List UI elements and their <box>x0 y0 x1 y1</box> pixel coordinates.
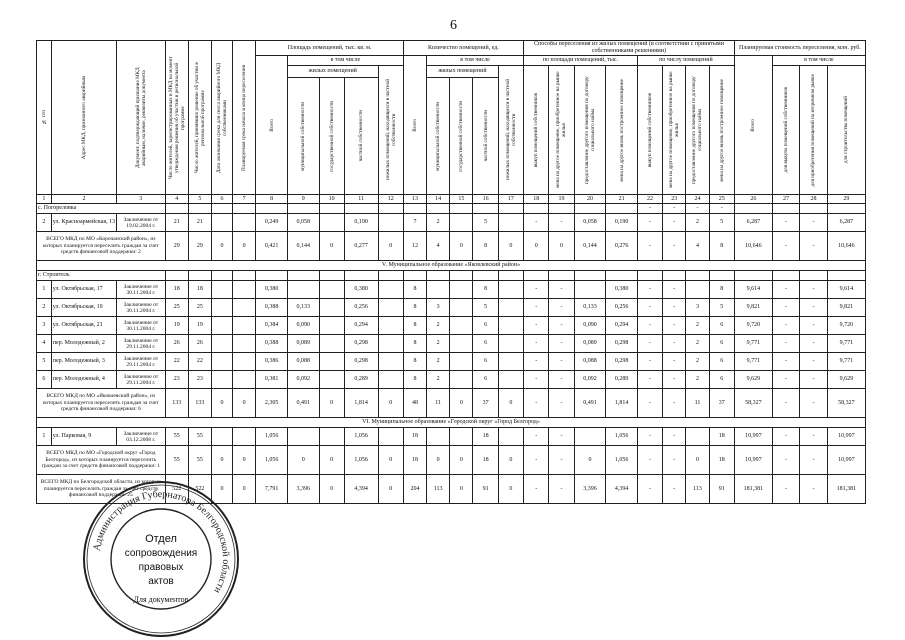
hdr-date-end: Дата окончания срока для сноса аварийного МКД собственниками <box>212 41 233 195</box>
table-row: 3 ул. Октябрьская, 21 Заключение от 30.11.2004 г. 19 19 0,384 0,090 0,294 8 2 6 - - 0,090 0,294 - - 2 6 9,720 - - 9,720 <box>37 317 866 335</box>
column-numbers-row: 1 2 3 4 5 6 7 8 9 10 11 12 13 14 15 16 17 18 19 20 21 22 23 24 25 26 27 28 29 <box>37 195 866 204</box>
table-row: 4 пер. Молодежный, 2 Заключение от 29.11.2004 г. 26 26 0,388 0,089 0,298 8 2 6 - - 0,089 0,298 - - 2 6 9,771 - - 9,771 <box>37 335 866 353</box>
stamp-ring-text: Администрация Губернатора Белгородской области <box>91 488 232 595</box>
hdr-address: Адрес МКД, признанного аварийным <box>51 41 116 195</box>
stamp-line-3: правовых <box>138 562 184 573</box>
total-row: ВСЕГО МКД по МО «Городской округ «Город Белгород», из которых планируется переселить граждан за счет средств финансовой поддержки: 1 55 55 0 0 1,056 0 0 1,056 0 18 0 0 18 0 - - 0 1,056 - - 0 18 10,997 - - 10,997 <box>37 446 866 475</box>
hdr-no: № п/п <box>37 41 52 195</box>
official-stamp <box>80 478 242 640</box>
total-row: ВСЕГО МКД по МО «Корочанский район», из которых планируется переселить граждан за счет средств финансовой поддержки: 2 29 29 0 0 0,421 0,144 0 0,277 0 12 4 0 8 0 0 0 0,144 0,276 - - 4 8 10,646 - - 10,646 <box>37 232 866 261</box>
section-row: V. Муниципальное образование «Яковлевский район» <box>37 261 866 271</box>
resettlement-table <box>36 40 866 504</box>
table-row: 1 ул. Октябрьская, 17 Заключение от 30.11.2004 г. 18 18 0,380 0,380 8 8 - - 0,380 - - 8 9,614 - - 9,614 <box>37 281 866 299</box>
hdr-area-group: Площадь помещений, тыс. кв. м. <box>256 41 404 56</box>
city-row-pogorelovka: с. Погореловка - - - - <box>37 204 866 214</box>
stamp-line-1: Отдел <box>145 533 177 545</box>
table-row: 6 пер. Молодежный, 4 Заключение от 29.11.2004 г. 23 23 0,381 0,092 0,289 8 2 6 - - 0,092 0,289 - - 2 6 9,629 - - 9,629 <box>37 371 866 389</box>
header-row-1 <box>37 41 866 56</box>
total-row: ВСЕГО МКД по Белгородской области, из которых планируется переселить граждан за счет средств финансовой поддержки: 25 522 522 0 0 7,791 3,396 0 4,394 0 204 113 0 91 0 - - 3,396 4,394 - - 113 91 181,381 - - 181,381 <box>37 475 866 504</box>
table-row: 2 ул. Октябрьская, 19 Заключение от 30.11.2004 г. 25 25 0,388 0,133 0,256 8 3 5 - - 0,133 0,256 - - 3 5 9,821 - - 9,821 <box>37 299 866 317</box>
stamp-line-4: актов <box>148 576 174 587</box>
hdr-cost-group: Планируемая стоимость переселения, млн. руб. <box>734 41 865 56</box>
header-row-2: Всего в том числе Всего в том числе по площади помещений, тыс. по числу помещений Всего в том числе <box>37 56 866 66</box>
stamp-line-2: сопровождения <box>124 548 198 559</box>
hdr-methods-group: Способы переселения из жилых помещений (в соответствии с принятыми собственниками решениями) <box>524 41 735 56</box>
page-number: 6 <box>450 18 457 33</box>
total-row: ВСЕГО МКД по МО «Яковлевский район», из которых планируется переселить граждан за счет средств финансовой поддержки: 6 133 133 0 0 2,305 0,491 0 1,814 0 48 11 0 37 0 - - 0,491 1,814 - - 11 37 58,327 - - 58,327 <box>37 389 866 418</box>
city-row: г. Строитель <box>37 271 866 281</box>
hdr-residents-program: Число жителей, принявших решение об участии в региональной программе <box>188 41 211 195</box>
hdr-cost-total: Всего <box>734 56 772 195</box>
section-row: VI. Муниципальное образование «Городской округ «Город Белгород» <box>37 418 866 428</box>
hdr-residents-total: Число жителей, зарегистрированных в МКД на момент утверждения решения об участии в региональной программе <box>165 41 188 195</box>
hdr-plan-date: Планируемая срока начала и конца переселения <box>233 41 256 195</box>
table-row: 5 пер. Молодежный, 3 Заключение от 29.11.2004 г. 22 22 0,386 0,088 0,298 8 2 6 - - 0,088 0,298 - - 2 6 9,771 - - 9,771 <box>37 353 866 371</box>
hdr-count-total: Всего <box>403 56 426 195</box>
hdr-document: Документ, подтверждающий признание МКД аварийным, наличие, реквизиты документа <box>117 41 166 195</box>
stamp-bottom-text: Для документов <box>133 595 189 604</box>
header-row-3: жилых помещений нежилых помещений, находящихся в частной собственности жилых помещений нежилых помещений, находящихся в частной собственности выкуп помещений собственников мена на другое помещение, приобретенное на рынке жилья предоставление другого помещения по договору социального найма мена на другое вновь построенное помещение выкуп помещений собственников мена на другое помещение, приобретенное на рынке жилья предоставление другого помещения по договору социального найма мена на другое вновь построенное помещение для выкупа помещений собственников для приобретения помещений на вторичном рынке для строительства помещений <box>37 66 866 78</box>
hdr-count-group: Количество помещений, ед. <box>403 41 523 56</box>
hdr-area-total: Всего <box>256 56 288 195</box>
header-row-4: муниципальной собственности государственной собственности частной собственности муниципальной собственности государственной собственности частной собственности <box>37 78 866 195</box>
table-row: 2 ул. Красноармейская, 13 Заключение от 19.02.2004 г. 21 21 0,249 0,058 0,190 7 2 5 - - 0,058 0,190 - - 2 5 6,287 - - 6,287 <box>37 214 866 232</box>
table-row: 1 ул. Парковая, 9 Заключение от 03.12.2008 г. 55 55 1,056 1,056 18 18 - - 1,056 - - 18 10,997 - - 10,997 <box>37 428 866 446</box>
